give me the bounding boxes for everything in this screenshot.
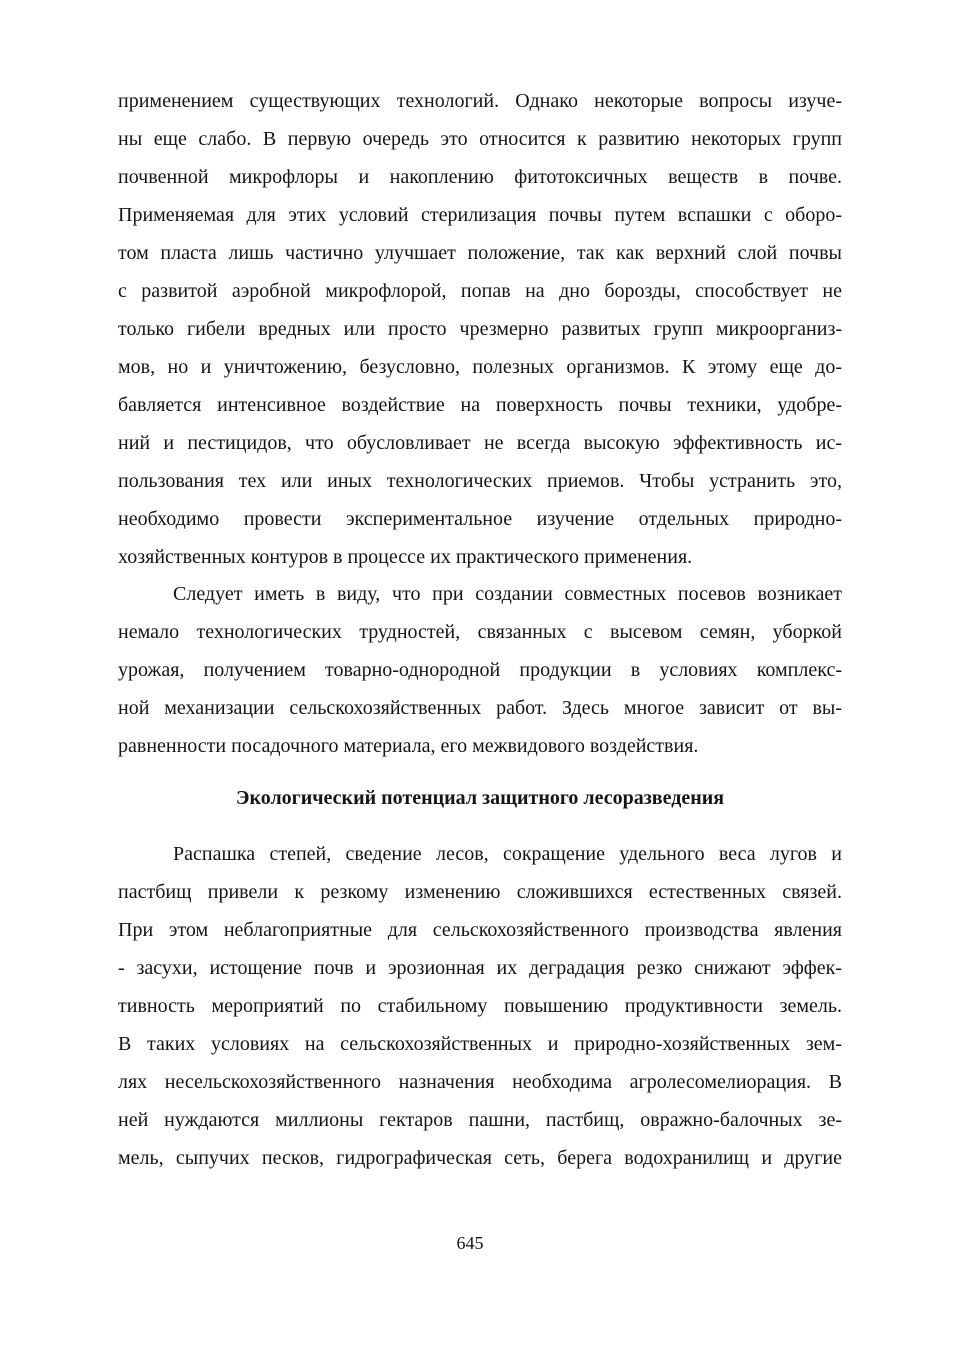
paragraph-line: необходимо провести экспериментальное изучение отдельных природно-	[118, 508, 842, 530]
paragraph-line: том пласта лишь частично улучшает положение, так как верхний слой почвы	[118, 242, 842, 264]
paragraph-line: Применяемая для этих условий стерилизация почвы путем вспашки с оборо-	[118, 204, 842, 226]
paragraph-line: В таких условиях на сельскохозяйственных и природно-хозяйственных зем-	[118, 1033, 842, 1055]
section-heading: Экологический потенциал защитного лесоразведения	[235, 787, 725, 809]
paragraph-line: только гибели вредных или просто чрезмерно развитых групп микроорганиз-	[118, 318, 842, 340]
paragraph-line: - засухи, истощение почв и эрозионная их деградация резко снижают эффек-	[118, 957, 842, 979]
paragraph-line: мов, но и уничтожению, безусловно, полезных организмов. К этому еще до-	[118, 356, 842, 378]
paragraph-line: ной механизации сельскохозяйственных работ. Здесь многое зависит от вы-	[118, 697, 842, 719]
paragraph-line: с развитой аэробной микрофлорой, попав на дно борозды, способствует не	[118, 280, 842, 302]
paragraph-line: ны еще слабо. В первую очередь это относится к развитию некоторых групп	[118, 128, 842, 150]
paragraph-line: урожая, получением товарно-однородной продукции в условиях комплекс-	[118, 659, 842, 681]
paragraph-line: пастбищ привели к резкому изменению сложившихся естественных связей.	[118, 881, 842, 903]
paragraph-line: хозяйственных контуров в процессе их практического применения.	[118, 546, 693, 568]
paragraph-line: мель, сыпучих песков, гидрографическая сеть, берега водохранилищ и другие	[118, 1147, 842, 1169]
paragraph-line: применением существующих технологий. Однако некоторые вопросы изуче-	[118, 90, 842, 112]
paragraph-line: равненности посадочного материала, его межвидового воздействия.	[118, 735, 699, 757]
paragraph-line: ний и пестицидов, что обусловливает не всегда высокую эффективность ис-	[118, 432, 842, 454]
paragraph-line: Распашка степей, сведение лесов, сокращение удельного веса лугов и	[173, 843, 842, 865]
paragraph-line: лях несельскохозяйственного назначения необходима агролесомелиорация. В	[118, 1071, 842, 1093]
paragraph-line: бавляется интенсивное воздействие на поверхность почвы техники, удобре-	[118, 394, 842, 416]
paragraph-line: немало технологических трудностей, связанных с высевом семян, уборкой	[118, 621, 842, 643]
paragraph-line: Следует иметь в виду, что при создании совместных посевов возникает	[173, 583, 842, 605]
paragraph-line: почвенной микрофлоры и накоплению фитотоксичных веществ в почве.	[118, 166, 842, 188]
page-number: 645	[456, 1233, 484, 1253]
paragraph-line: ней нуждаются миллионы гектаров пашни, пастбищ, овражно-балочных зе-	[118, 1109, 842, 1131]
paragraph-line: тивность мероприятий по стабильному повышению продуктивности земель.	[118, 995, 842, 1017]
paragraph-line: При этом неблагоприятные для сельскохозяйственного производства явления	[118, 919, 842, 941]
paragraph-line: пользования тех или иных технологических приемов. Чтобы устранить это,	[118, 470, 842, 492]
